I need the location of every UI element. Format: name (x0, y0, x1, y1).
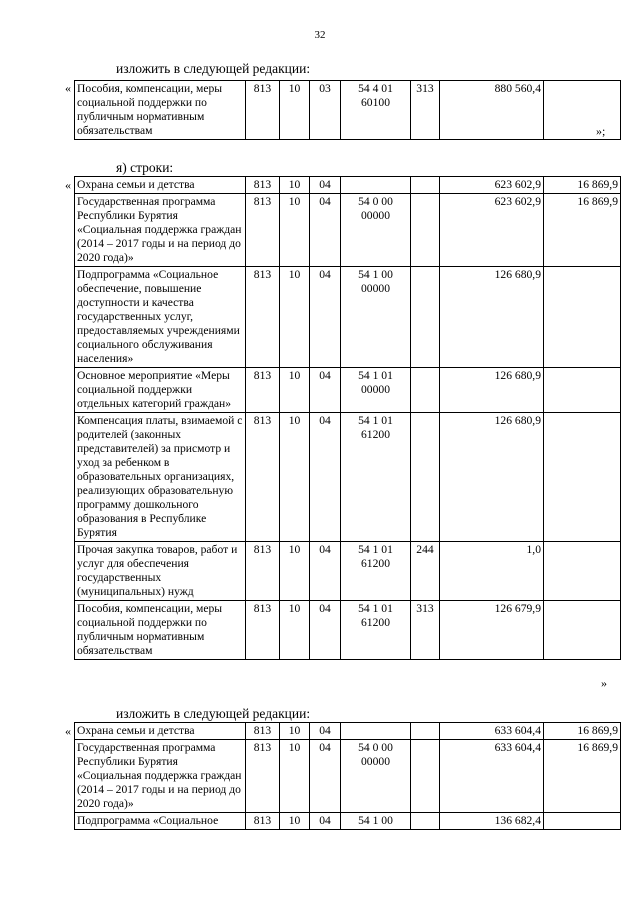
row-description: Пособия, компенсации, меры социальной поддержки по публичным нормативным обязательствам (75, 601, 246, 660)
expense-type-code (411, 740, 440, 813)
subsection-code: 04 (310, 177, 341, 194)
admin-code: 813 (246, 368, 280, 413)
subvention-amount (544, 601, 621, 660)
table-row (75, 177, 621, 194)
amendment-table (74, 722, 621, 830)
table-row (75, 267, 621, 368)
section-heading: я) строки: (116, 160, 174, 175)
amendment-table (74, 176, 621, 660)
section-code: 10 (280, 267, 310, 368)
amount: 126 680,9 (440, 267, 544, 368)
subvention-amount: 16 869,9 (544, 740, 621, 813)
subsection-code: 04 (310, 542, 341, 601)
target-article-code: 54 1 01 00000 (341, 368, 411, 413)
amount: 126 679,9 (440, 601, 544, 660)
admin-code: 813 (246, 813, 280, 830)
table-row (75, 413, 621, 542)
opening-quote: « (65, 724, 71, 738)
amount: 623 602,9 (440, 177, 544, 194)
row-description: Охрана семьи и детства (75, 177, 246, 194)
table-row (75, 194, 621, 267)
amount: 126 680,9 (440, 413, 544, 542)
target-article-code: 54 1 01 61200 (341, 601, 411, 660)
row-description: Прочая закупка товаров, работ и услуг для обеспечения государственных (муниципальных) нужд (75, 542, 246, 601)
amendment-table (74, 80, 621, 140)
target-article-code (341, 723, 411, 740)
section-code: 10 (280, 368, 310, 413)
target-article-code: 54 0 00 00000 (341, 740, 411, 813)
subvention-amount (544, 542, 621, 601)
amount: 623 602,9 (440, 194, 544, 267)
subvention-amount (544, 368, 621, 413)
amount: 136 682,4 (440, 813, 544, 830)
section-heading: изложить в следующей редакции: (116, 61, 311, 76)
table-row (75, 813, 621, 830)
section-code: 10 (280, 194, 310, 267)
expense-type-code: 313 (411, 81, 440, 140)
subvention-amount (544, 267, 621, 368)
target-article-code: 54 4 01 60100 (341, 81, 411, 140)
row-description: Основное мероприятие «Меры социальной поддержки отдельных категорий граждан» (75, 368, 246, 413)
table-row (75, 81, 621, 140)
expense-type-code (411, 723, 440, 740)
section-code: 10 (280, 81, 310, 140)
subvention-amount (544, 81, 621, 140)
subvention-amount: 16 869,9 (544, 723, 621, 740)
subsection-code: 04 (310, 267, 341, 368)
subsection-code: 04 (310, 723, 341, 740)
subsection-code: 04 (310, 601, 341, 660)
section-heading: изложить в следующей редакции: (116, 706, 311, 721)
expense-type-code (411, 368, 440, 413)
expense-type-code (411, 267, 440, 368)
expense-type-code (411, 813, 440, 830)
target-article-code: 54 1 00 (341, 813, 411, 830)
row-description: Охрана семьи и детства (75, 723, 246, 740)
subvention-amount: 16 869,9 (544, 177, 621, 194)
table-row (75, 723, 621, 740)
section-code: 10 (280, 723, 310, 740)
target-article-code: 54 1 00 00000 (341, 267, 411, 368)
row-description: Пособия, компенсации, меры социальной поддержки по публичным нормативным обязательствам (75, 81, 246, 140)
amount: 1,0 (440, 542, 544, 601)
expense-type-code (411, 177, 440, 194)
admin-code: 813 (246, 542, 280, 601)
table-row (75, 601, 621, 660)
admin-code: 813 (246, 413, 280, 542)
subvention-amount: 16 869,9 (544, 194, 621, 267)
target-article-code: 54 1 01 61200 (341, 413, 411, 542)
subsection-code: 03 (310, 81, 341, 140)
amount: 633 604,4 (440, 740, 544, 813)
amount: 633 604,4 (440, 723, 544, 740)
row-description: Государственная программа Республики Бурятия «Социальная поддержка граждан (2014 – 2017 годы и на период до 2020 года)» (75, 740, 246, 813)
subvention-amount (544, 413, 621, 542)
row-description: Государственная программа Республики Бурятия «Социальная поддержка граждан (2014 – 2017 годы и на период до 2020 года)» (75, 194, 246, 267)
subsection-code: 04 (310, 368, 341, 413)
row-description: Подпрограмма «Социальное обеспечение, повышение доступности и качества государственных услуг, предоставляемых учреждениями социального обслуживания населения» (75, 267, 246, 368)
admin-code: 813 (246, 601, 280, 660)
admin-code: 813 (246, 81, 280, 140)
target-article-code (341, 177, 411, 194)
subsection-code: 04 (310, 740, 341, 813)
admin-code: 813 (246, 267, 280, 368)
table-row (75, 740, 621, 813)
subvention-amount (544, 813, 621, 830)
admin-code: 813 (246, 740, 280, 813)
section-code: 10 (280, 601, 310, 660)
expense-type-code: 313 (411, 601, 440, 660)
section-code: 10 (280, 413, 310, 542)
admin-code: 813 (246, 194, 280, 267)
table-row (75, 368, 621, 413)
table-row (75, 542, 621, 601)
section-code: 10 (280, 740, 310, 813)
section-code: 10 (280, 542, 310, 601)
page-number: 32 (314, 29, 326, 41)
admin-code: 813 (246, 177, 280, 194)
amount: 880 560,4 (440, 81, 544, 140)
amount: 126 680,9 (440, 368, 544, 413)
expense-type-code: 244 (411, 542, 440, 601)
target-article-code: 54 1 01 61200 (341, 542, 411, 601)
target-article-code: 54 0 00 00000 (341, 194, 411, 267)
section-code: 10 (280, 813, 310, 830)
subsection-code: 04 (310, 813, 341, 830)
row-description: Компенсация платы, взимаемой с родителей (законных представителей) за присмотр и уход за ребенком в образовательных организациях, реализующих образовательную программу дошкольного образования в Республике Бурятия (75, 413, 246, 542)
expense-type-code (411, 194, 440, 267)
subsection-code: 04 (310, 413, 341, 542)
subsection-code: 04 (310, 194, 341, 267)
row-description: Подпрограмма «Социальное (75, 813, 246, 830)
opening-quote: « (65, 81, 71, 95)
closing-quote: »; (596, 124, 606, 138)
closing-quote: » (601, 676, 607, 690)
opening-quote: « (65, 178, 71, 192)
section-code: 10 (280, 177, 310, 194)
admin-code: 813 (246, 723, 280, 740)
expense-type-code (411, 413, 440, 542)
